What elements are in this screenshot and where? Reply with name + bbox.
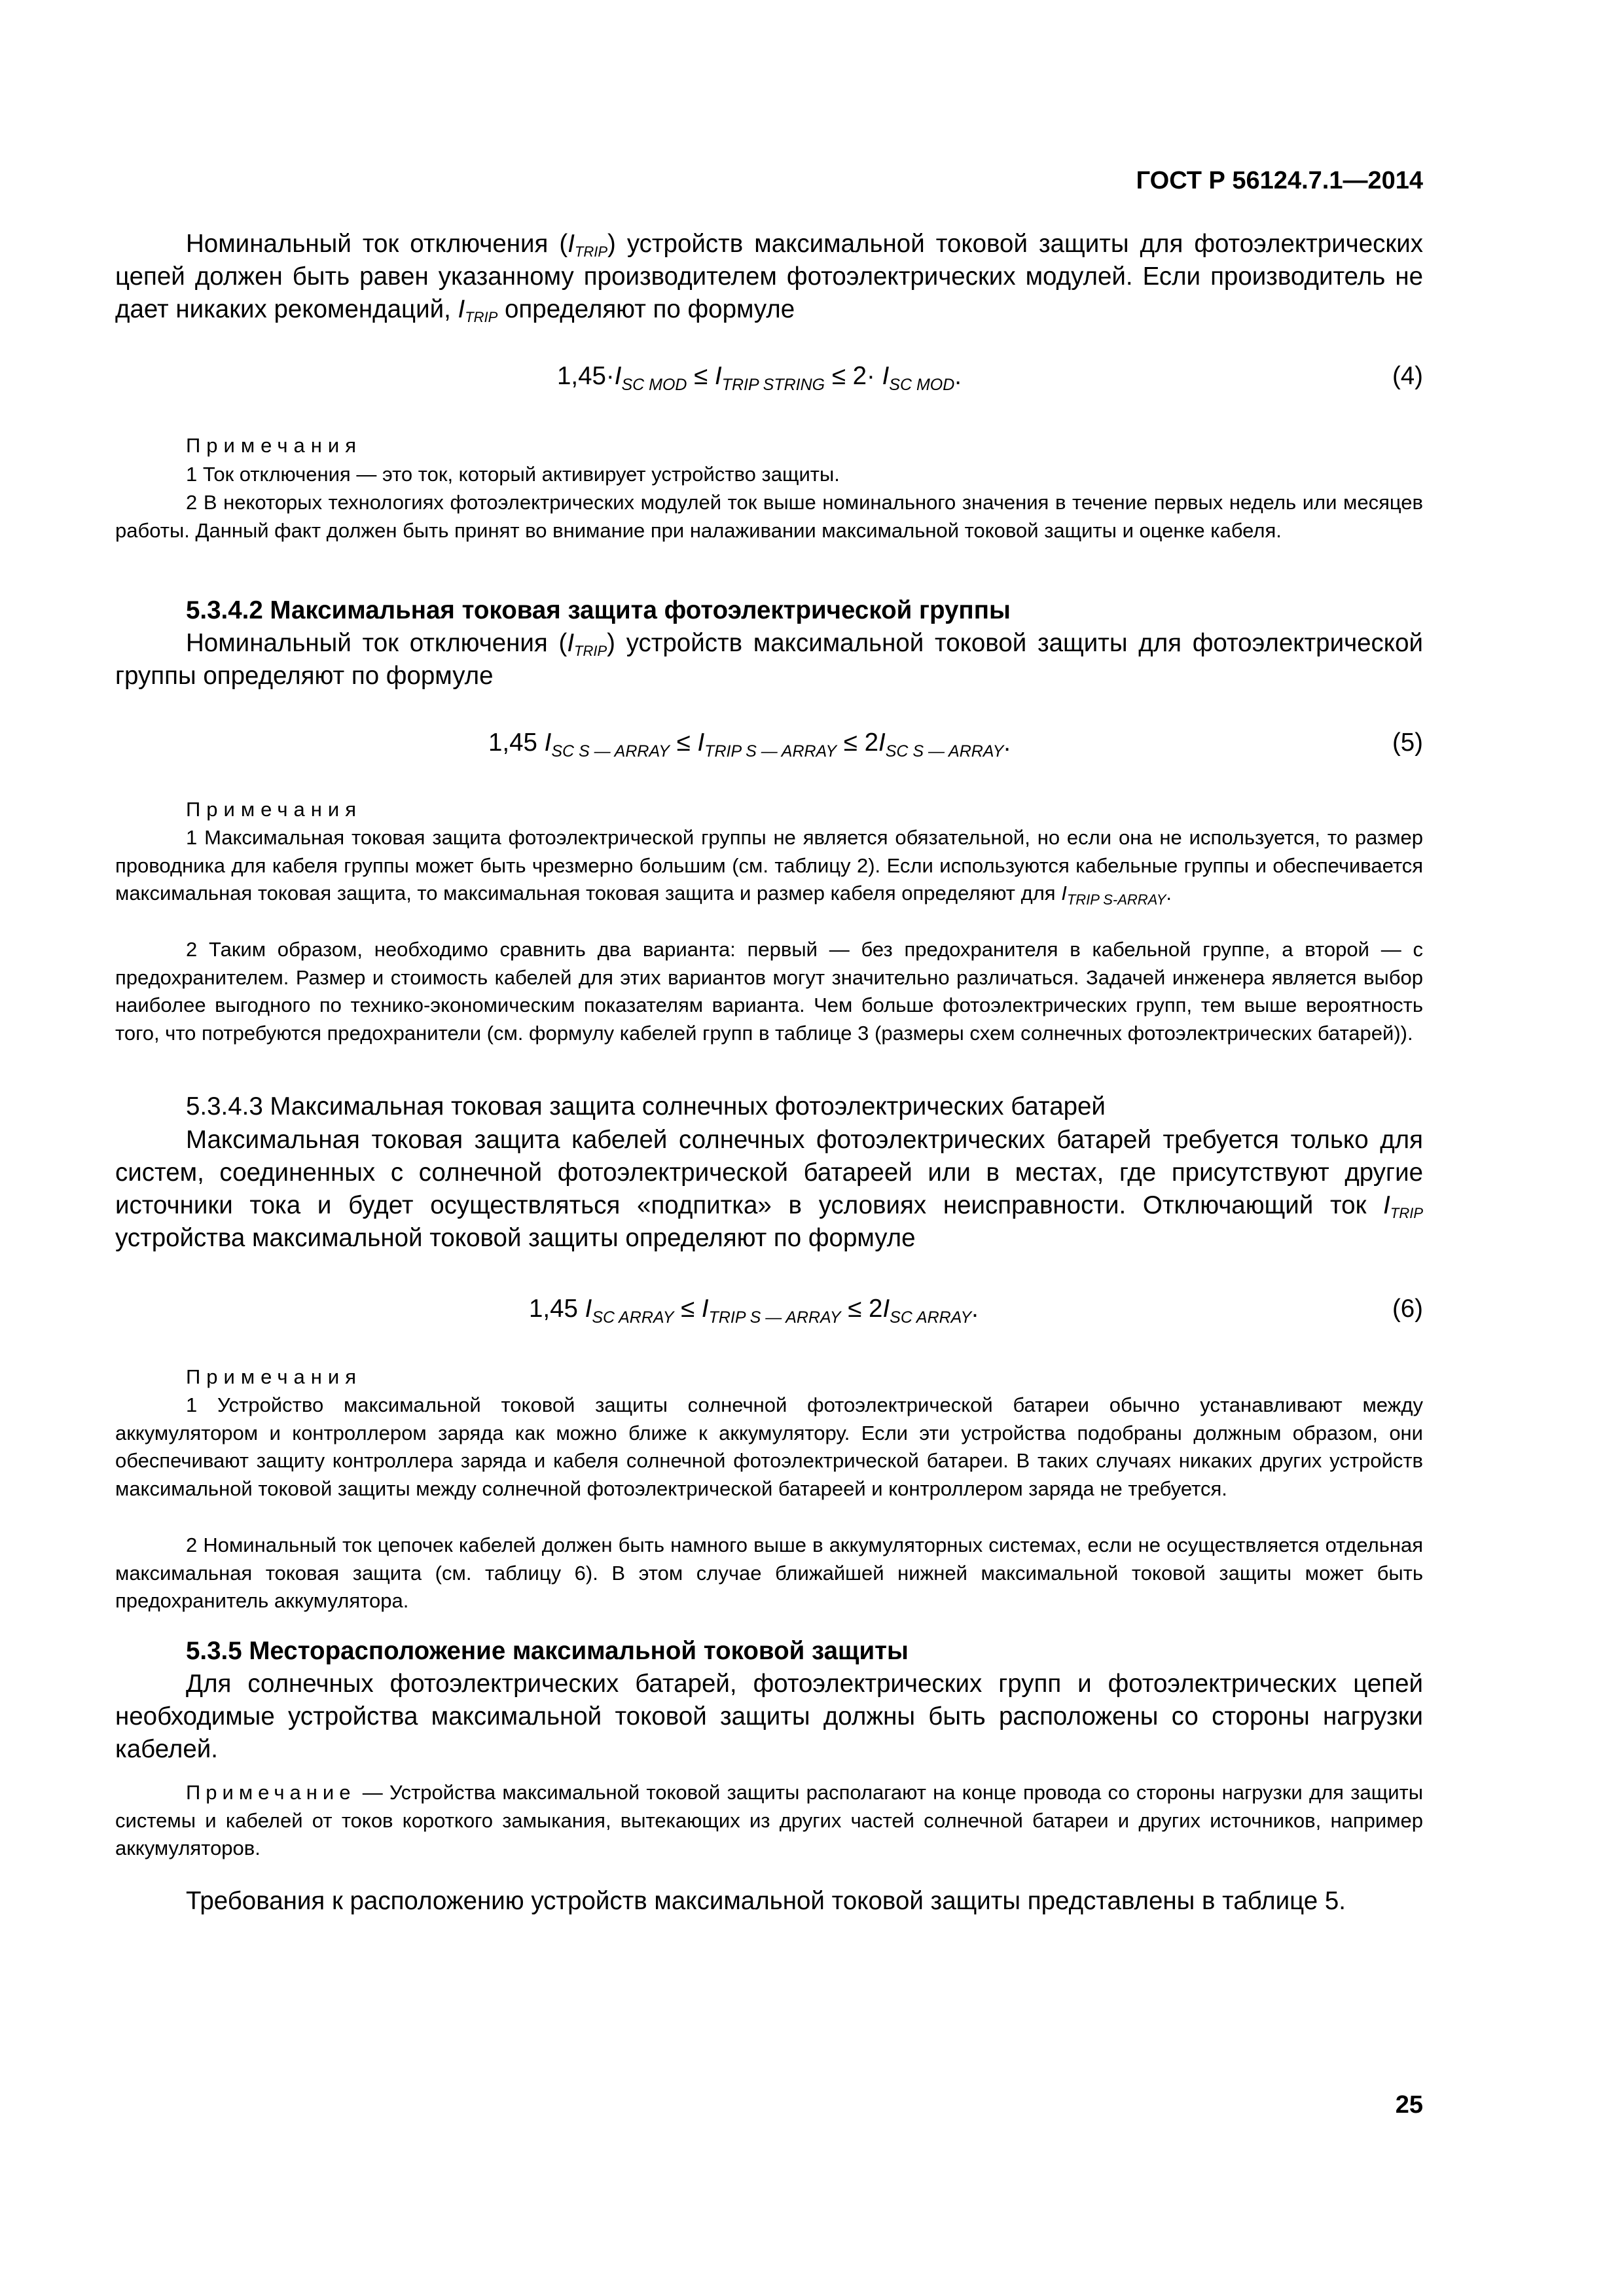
document-header: ГОСТ Р 56124.7.1—2014: [1136, 167, 1423, 194]
section-heading-535: 5.3.5 Месторасположение максимальной токовой защиты: [186, 1637, 909, 1665]
subscript: SC ARRAY: [890, 1308, 972, 1327]
note-item: [115, 1779, 1423, 1863]
subscript: SC ARRAY: [592, 1308, 674, 1327]
subscript: TRIP: [574, 243, 608, 260]
formula-expression: [557, 360, 962, 393]
variable-i: I: [697, 728, 705, 757]
variable-i: I: [568, 230, 575, 258]
variable-i: I: [878, 728, 886, 757]
note-item: 1 Устройство максимальной токовой защиты солнечной фотоэлектрической батареи обычно устанавливают между аккумулятором и контроллером заряда как можно ближе к аккумулятору. Если эти устройства подобраны должным образом, они обеспечивают защиту контроллера заряда и кабеля солнечной фотоэлектрической батареи. В таких случаях никаких других устройств максимальной токовой защиты между солнечной фотоэлектрической батареей и контроллером заряда не требуется.: [115, 1393, 1423, 1501]
variable-i: I: [544, 728, 552, 757]
paragraph-group-trip-current: [115, 627, 1423, 692]
formula-expression: [488, 726, 1011, 759]
text-segment: — Устройства максимальной токовой защиты располагают на конце провода со стороны нагрузки для защиты системы и кабелей от токов короткого замыкания, вытекающих из других частей солнечной батареи и других источников, например аккумуляторов.: [115, 1781, 1423, 1860]
formula-part: 1,45: [488, 728, 545, 757]
subscript: SC MOD: [889, 376, 955, 394]
formula-part: ≤ 2: [837, 728, 878, 757]
formula-4: [115, 360, 1423, 393]
variable-i: I: [585, 1295, 592, 1323]
text-segment: 1 Максимальная токовая защита фотоэлектрической группы не является обязательной, но если она не используется, то размер проводника для кабеля группы может быть чрезмерно большим (см. таблицу 2). Если используются кабельные группы и обеспечивается максимальная токовая защита, то максимальная токовая защита и размер кабеля определяют для: [115, 826, 1423, 905]
text-segment: Максимальная токовая защита кабелей солнечных фотоэлектрических батарей требуется только для систем, соединенных с солнечной фотоэлектрической батареей или в местах, где присутствуют другие источники тока и будет осуществляться «подпитка» в условиях неисправности. Отключающий ток: [115, 1126, 1423, 1219]
formula-part: .: [971, 1295, 979, 1323]
variable-i: I: [567, 629, 575, 657]
formula-number: (4): [1392, 362, 1423, 390]
formula-part: 1,45·: [557, 362, 615, 390]
notes-title: Примечания: [186, 434, 362, 457]
formula-number: (5): [1392, 728, 1423, 757]
formula-part: ≤: [687, 362, 715, 390]
text-segment: ) устройств максимальной токовой защиты для фотоэлектрической группы определяют по формуле: [115, 629, 1424, 690]
subscript: TRIP: [1390, 1205, 1423, 1221]
subscript: TRIP: [465, 309, 498, 325]
text-segment: устройства максимальной токовой защиты определяют по формуле: [115, 1224, 916, 1252]
formula-part: .: [954, 362, 962, 390]
note-item: 1 Ток отключения — это ток, который активирует устройство защиты.: [186, 463, 840, 486]
text-segment: Номинальный ток отключения (: [186, 629, 568, 657]
text-segment: ) устройств максимальной токовой защиты для фотоэлектрических цепей должен быть равен указанному производителем фотоэлектрических модулей. Если производитель не дает никаких рекомендаций,: [115, 230, 1423, 323]
variable-i: I: [614, 362, 622, 390]
variable-i: I: [715, 362, 722, 390]
subscript: TRIP STRING: [721, 376, 825, 394]
text-segment: .: [1166, 882, 1172, 905]
notes-title: Примечания: [186, 1365, 362, 1388]
paragraph-location: Для солнечных фотоэлектрических батарей, фотоэлектрических групп и фотоэлектрических цепей необходимые устройства максимальной токовой защиты должны быть расположены со стороны нагрузки кабелей.: [115, 1670, 1423, 1763]
page-number: 25: [1395, 2091, 1423, 2119]
formula-part: 1,45: [529, 1295, 585, 1323]
text-segment: Номинальный ток отключения (: [186, 230, 568, 258]
variable-i: I: [701, 1295, 709, 1323]
formula-6: [115, 1293, 1423, 1325]
formula-part: ≤: [669, 728, 698, 757]
subscript: SC S — ARRAY: [551, 742, 670, 761]
paragraph-requirements-table: Требования к расположению устройств максимальной токовой защиты представлены в таблице 5.: [186, 1887, 1346, 1915]
paragraph-array-protection: [115, 1124, 1423, 1255]
variable-i: I: [1383, 1191, 1390, 1219]
note-item: 2 В некоторых технологиях фотоэлектрических модулей ток выше номинального значения в течение первых недель или месяцев работы. Данный факт должен быть принят во внимание при налаживании максимальной токовой защиты и оценке кабеля.: [115, 491, 1423, 542]
formula-part: ≤: [674, 1295, 702, 1323]
paragraph-trip-current-circuits: [115, 228, 1423, 326]
variable-i: I: [882, 362, 890, 390]
subscript: SC S — ARRAY: [885, 742, 1004, 761]
subscript: TRIP S — ARRAY: [704, 742, 837, 761]
subscript: TRIP S-ARRAY: [1066, 891, 1166, 908]
formula-expression: [529, 1293, 979, 1325]
text-segment: определяют по формуле: [497, 295, 795, 323]
note-item: 2 Номинальный ток цепочек кабелей должен быть намного выше в аккумуляторных системах, если не осуществляется отдельная максимальная токовая защита (см. таблицу 6). В этом случае ближайшей нижней максимальной токовой защиты может быть предохранитель аккумулятора.: [115, 1534, 1423, 1613]
note-item: 2 Таким образом, необходимо сравнить два варианта: первый — без предохранителя в кабельной группе, а второй — с предохранителем. Размер и стоимость кабелей для этих вариантов могут значительно различаться. Задачей инженера является выбор наиболее выгодного по технико-экономическим показателям варианта. Чем больше фотоэлектрических групп, тем выше вероятность того, что потребуются предохранители (см. формулу кабелей групп в таблице 3 (размеры схем солнечных фотоэлектрических батарей)).: [115, 938, 1423, 1045]
variable-i: I: [1061, 882, 1067, 905]
subscript: TRIP: [574, 643, 607, 659]
note-label: Примечание: [186, 1781, 356, 1804]
formula-5: [115, 726, 1423, 759]
formula-part: ≤ 2: [840, 1295, 883, 1323]
note-item: [115, 824, 1423, 908]
variable-i: I: [882, 1295, 890, 1323]
section-heading-5343: 5.3.4.3 Максимальная токовая защита солнечных фотоэлектрических батарей: [186, 1092, 1106, 1121]
formula-part: ≤ 2·: [825, 362, 882, 390]
section-heading-5342: 5.3.4.2 Максимальная токовая защита фотоэлектрической группы: [186, 596, 1011, 624]
formula-part: .: [1003, 728, 1011, 757]
formula-number: (6): [1392, 1295, 1423, 1323]
subscript: TRIP S — ARRAY: [708, 1308, 841, 1327]
subscript: SC MOD: [621, 376, 687, 394]
notes-title: Примечания: [186, 798, 362, 821]
variable-i: I: [458, 295, 465, 323]
